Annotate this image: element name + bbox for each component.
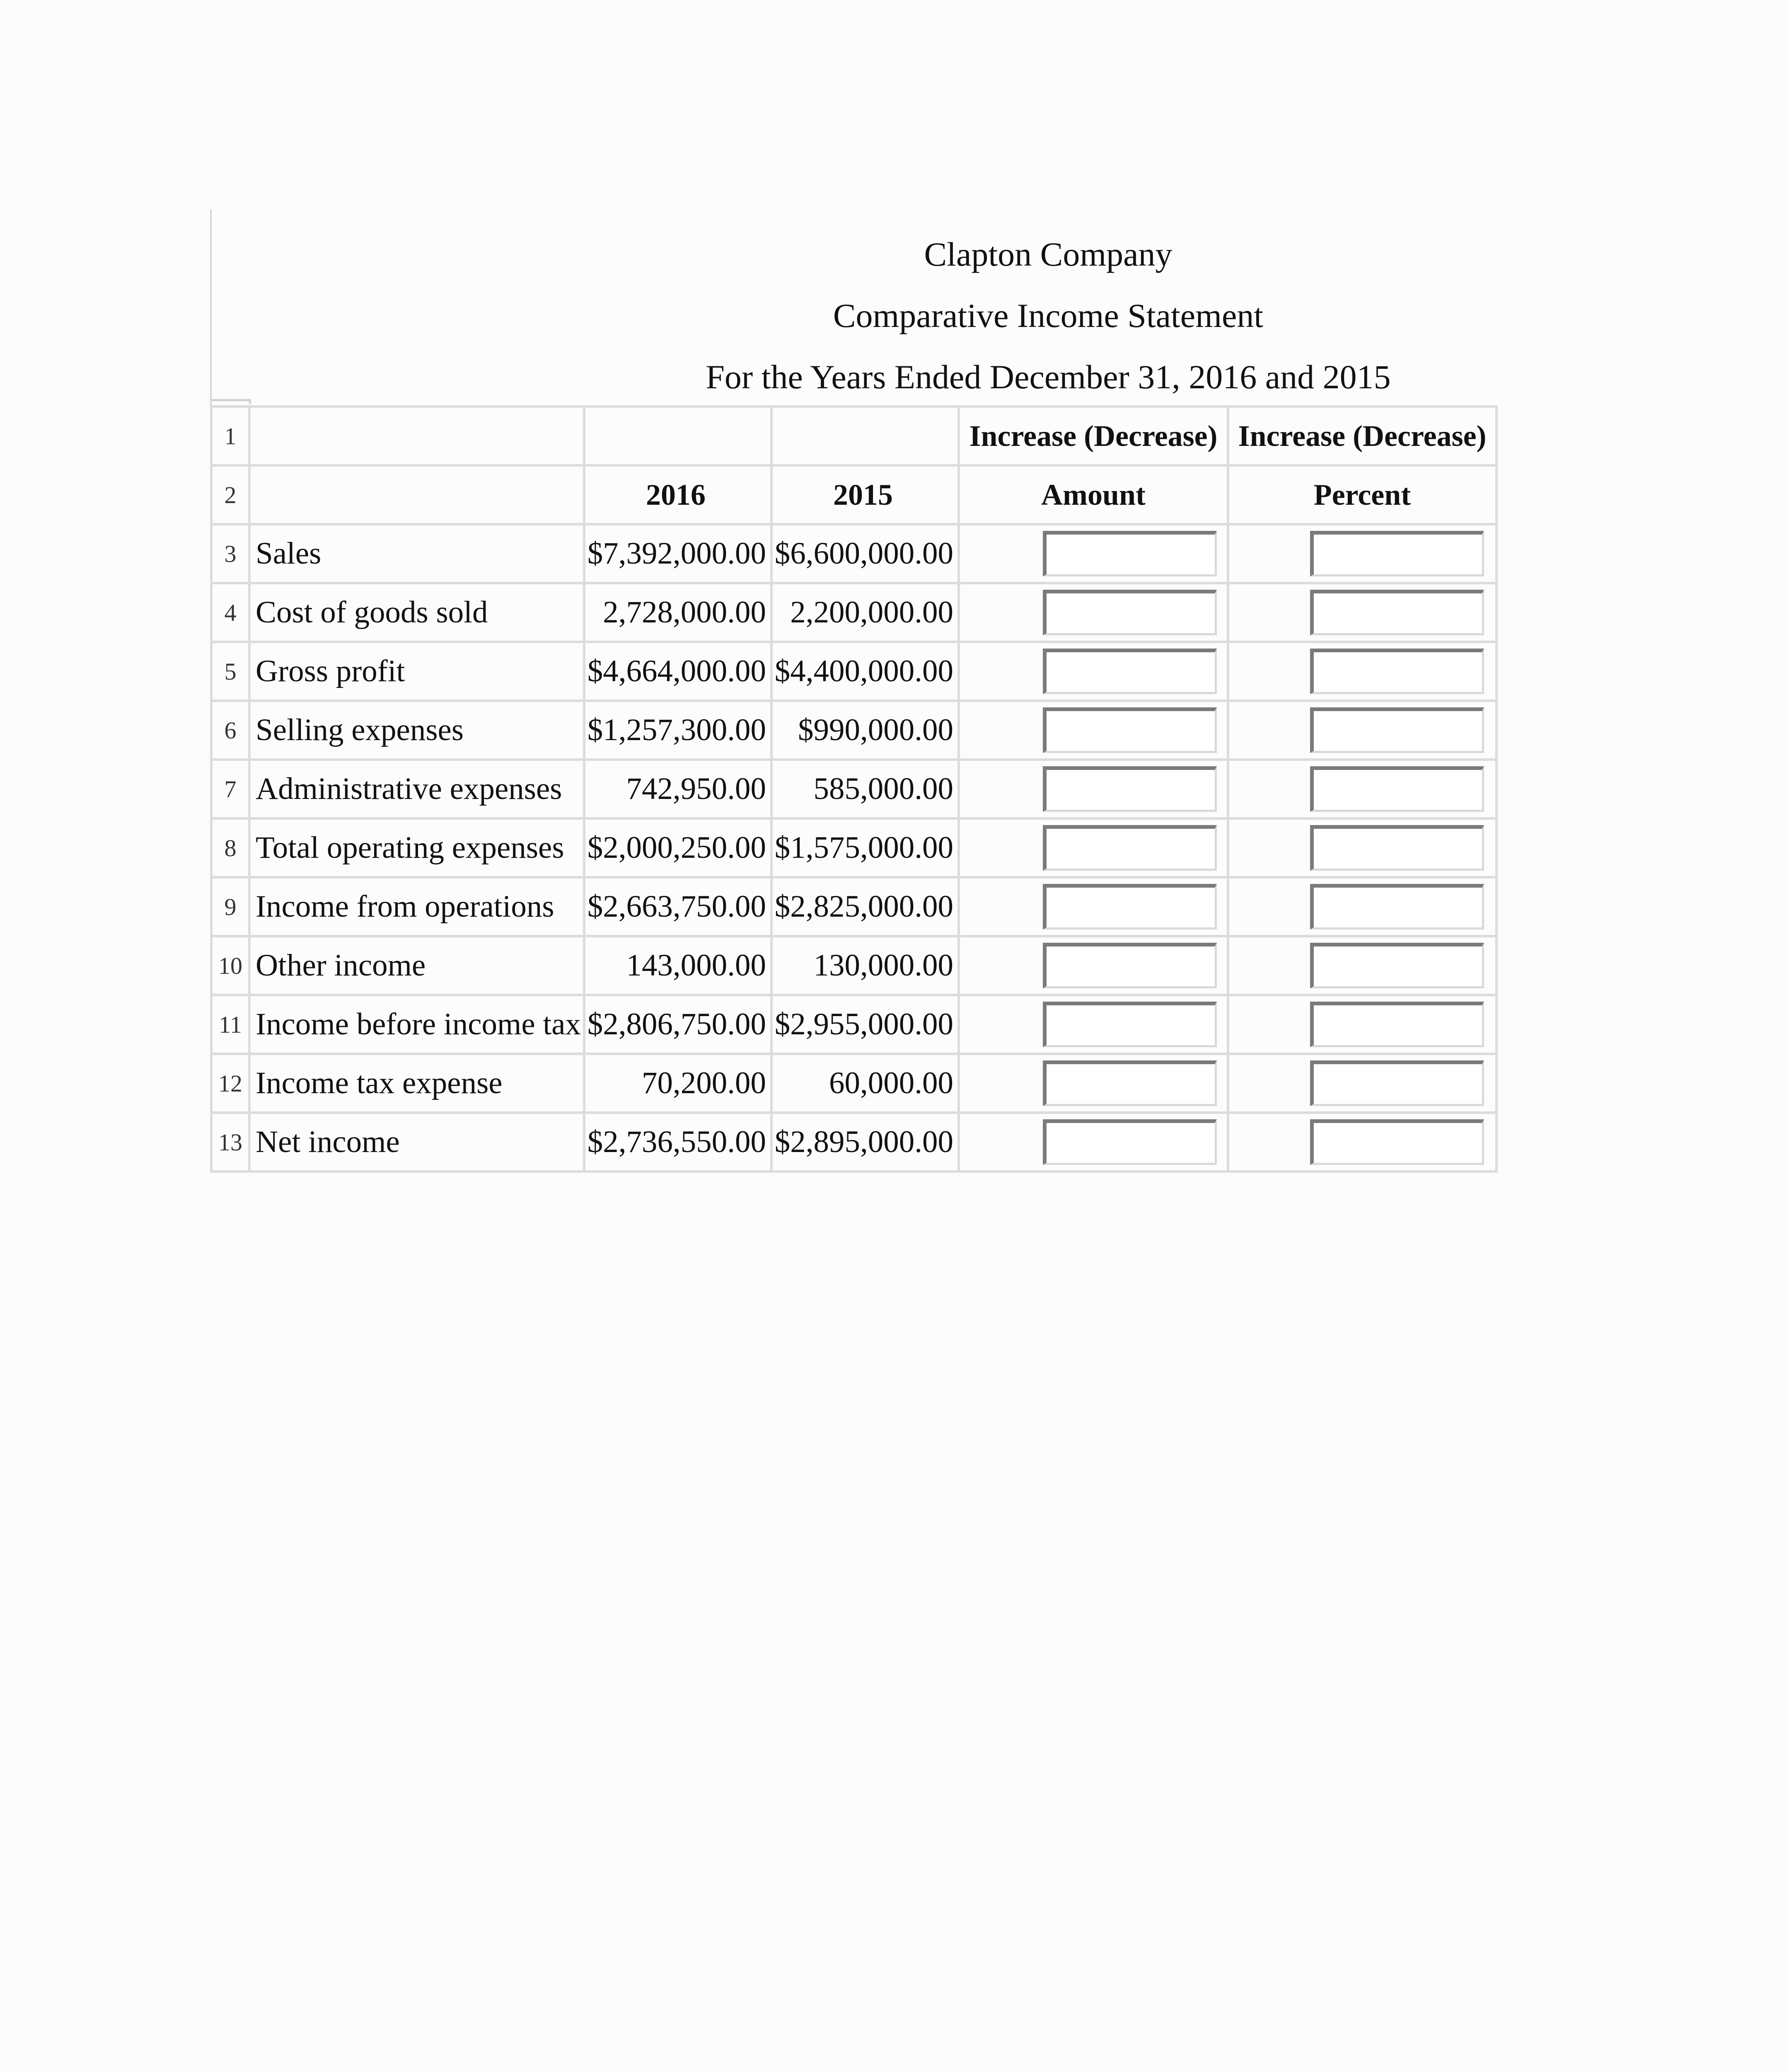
amount-input-cell <box>959 642 1228 701</box>
percent-input-cell <box>1228 701 1496 760</box>
line-item-label: Gross profit <box>249 642 584 701</box>
value-2016: 2,728,000.00 <box>584 583 771 642</box>
line-item-label: Net income <box>249 1113 584 1172</box>
label-cell <box>249 407 584 465</box>
header-row-1 <box>211 407 1496 465</box>
amount-input-cell <box>959 1054 1228 1113</box>
row-number: 11 <box>211 995 249 1054</box>
value-2015: $2,955,000.00 <box>771 995 959 1054</box>
amount-input-cell <box>959 701 1228 760</box>
row-number: 1 <box>211 407 249 465</box>
row-number: 5 <box>211 642 249 701</box>
percent-input[interactable] <box>1310 1119 1484 1165</box>
sheet-left-border <box>210 209 212 405</box>
amount-input-cell <box>959 936 1228 995</box>
percent-input[interactable] <box>1310 766 1484 812</box>
percent-input[interactable] <box>1310 1002 1484 1047</box>
percent-input[interactable] <box>1310 590 1484 635</box>
value-2016: $2,806,750.00 <box>584 995 771 1054</box>
percent-input[interactable] <box>1310 884 1484 929</box>
line-item-label: Administrative expenses <box>249 760 584 818</box>
statement-heading <box>663 224 1434 408</box>
amount-input[interactable] <box>1043 1002 1217 1047</box>
year-2016-header <box>584 407 771 465</box>
line-item-label: Cost of goods sold <box>249 583 584 642</box>
value-2015: 60,000.00 <box>771 1054 959 1113</box>
row-number: 13 <box>211 1113 249 1172</box>
label-cell <box>249 465 584 524</box>
value-2015: 2,200,000.00 <box>771 583 959 642</box>
line-item-label: Other income <box>249 936 584 995</box>
amount-input[interactable] <box>1043 884 1217 929</box>
cell-corner-mark <box>212 399 251 404</box>
row-number: 3 <box>211 524 249 583</box>
percent-input-cell <box>1228 642 1496 701</box>
table-row <box>211 995 1496 1054</box>
percent-input[interactable] <box>1310 825 1484 871</box>
table-row <box>211 877 1496 936</box>
value-2015: $2,895,000.00 <box>771 1113 959 1172</box>
percent-input[interactable] <box>1310 1060 1484 1106</box>
percent-input[interactable] <box>1310 531 1484 576</box>
line-item-label: Selling expenses <box>249 701 584 760</box>
row-number: 6 <box>211 701 249 760</box>
percent-input[interactable] <box>1310 943 1484 988</box>
percent-input-cell <box>1228 1113 1496 1172</box>
row-number: 4 <box>211 583 249 642</box>
value-2015: $6,600,000.00 <box>771 524 959 583</box>
percent-input[interactable] <box>1310 707 1484 753</box>
line-item-label: Income tax expense <box>249 1054 584 1113</box>
percent-input-cell <box>1228 1054 1496 1113</box>
value-2016: $2,736,550.00 <box>584 1113 771 1172</box>
amount-input-cell <box>959 760 1228 818</box>
table-row <box>211 642 1496 701</box>
value-2015: 585,000.00 <box>771 760 959 818</box>
percent-input-cell <box>1228 877 1496 936</box>
table-row <box>211 818 1496 877</box>
line-item-label: Income from operations <box>249 877 584 936</box>
row-number: 12 <box>211 1054 249 1113</box>
table-row <box>211 583 1496 642</box>
percent-input-cell <box>1228 760 1496 818</box>
amount-input-cell <box>959 877 1228 936</box>
row-number: 2 <box>211 465 249 524</box>
percent-header-top: Increase (Decrease) <box>1228 407 1496 465</box>
value-2015: $2,825,000.00 <box>771 877 959 936</box>
value-2016: 143,000.00 <box>584 936 771 995</box>
amount-input[interactable] <box>1043 943 1217 988</box>
table-row <box>211 760 1496 818</box>
percent-input-cell <box>1228 524 1496 583</box>
value-2016: $1,257,300.00 <box>584 701 771 760</box>
amount-input-cell <box>959 1113 1228 1172</box>
value-2015: $4,400,000.00 <box>771 642 959 701</box>
amount-input[interactable] <box>1043 825 1217 871</box>
row-number: 10 <box>211 936 249 995</box>
row-number: 8 <box>211 818 249 877</box>
percent-input[interactable] <box>1310 649 1484 694</box>
amount-input-cell <box>959 583 1228 642</box>
percent-input-cell <box>1228 583 1496 642</box>
table-row <box>211 936 1496 995</box>
percent-header: Percent <box>1228 465 1496 524</box>
row-number: 7 <box>211 760 249 818</box>
amount-input[interactable] <box>1043 590 1217 635</box>
row-number: 9 <box>211 877 249 936</box>
amount-input-cell <box>959 818 1228 877</box>
amount-input[interactable] <box>1043 1119 1217 1165</box>
amount-header-top: Increase (Decrease) <box>959 407 1228 465</box>
value-2016: 742,950.00 <box>584 760 771 818</box>
line-item-label: Total operating expenses <box>249 818 584 877</box>
statement-title: Comparative Income Statement <box>833 297 1264 334</box>
amount-input[interactable] <box>1043 766 1217 812</box>
amount-input[interactable] <box>1043 649 1217 694</box>
value-2016: $2,663,750.00 <box>584 877 771 936</box>
value-2016: $2,000,250.00 <box>584 818 771 877</box>
amount-input-cell <box>959 524 1228 583</box>
amount-input-cell <box>959 995 1228 1054</box>
amount-input[interactable] <box>1043 707 1217 753</box>
line-item-label: Sales <box>249 524 584 583</box>
table-row <box>211 1113 1496 1172</box>
value-2015: $990,000.00 <box>771 701 959 760</box>
statement-period: For the Years Ended December 31, 2016 and 2015 <box>706 358 1391 396</box>
percent-input-cell <box>1228 818 1496 877</box>
amount-input[interactable] <box>1043 531 1217 576</box>
table-row <box>211 1054 1496 1113</box>
percent-input-cell <box>1228 995 1496 1054</box>
table-row <box>211 524 1496 583</box>
line-item-label: Income before income tax <box>249 995 584 1054</box>
income-statement-table <box>210 405 1498 1173</box>
header-row-2 <box>211 465 1496 524</box>
year-2016-label: 2016 <box>584 465 771 524</box>
amount-header: Amount <box>959 465 1228 524</box>
company-name: Clapton Company <box>924 235 1173 273</box>
value-2016: $4,664,000.00 <box>584 642 771 701</box>
year-2015-header <box>771 407 959 465</box>
value-2015: $1,575,000.00 <box>771 818 959 877</box>
value-2016: $7,392,000.00 <box>584 524 771 583</box>
year-2015-label: 2015 <box>771 465 959 524</box>
value-2016: 70,200.00 <box>584 1054 771 1113</box>
percent-input-cell <box>1228 936 1496 995</box>
amount-input[interactable] <box>1043 1060 1217 1106</box>
value-2015: 130,000.00 <box>771 936 959 995</box>
table-row <box>211 701 1496 760</box>
